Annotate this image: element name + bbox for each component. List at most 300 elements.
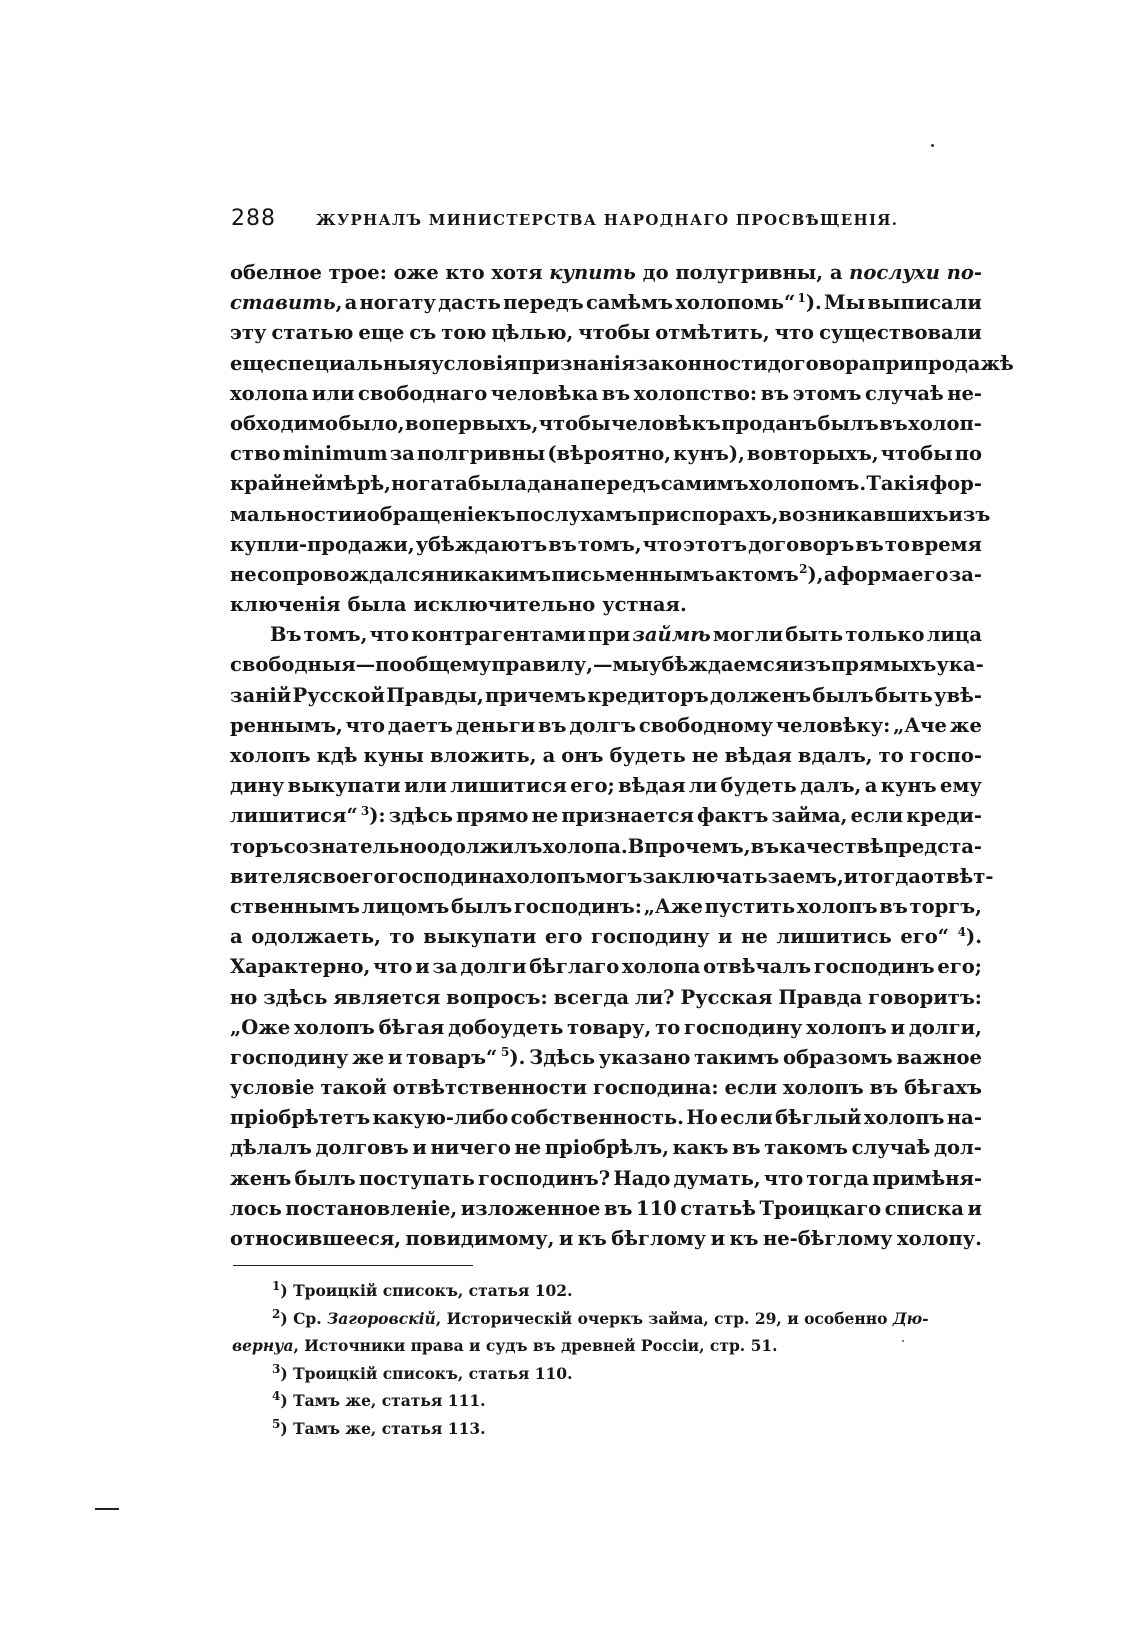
- word: здѣсь: [263, 985, 328, 1009]
- word: въ: [601, 381, 631, 405]
- word: форма: [836, 562, 911, 586]
- word: условія: [431, 351, 518, 375]
- word: въ: [750, 834, 780, 858]
- word: случаѣ: [864, 381, 944, 405]
- word: если: [850, 804, 904, 828]
- word: этомъ: [792, 381, 862, 405]
- word: что: [774, 321, 815, 345]
- text-line: [230, 741, 982, 771]
- word: а: [829, 261, 843, 284]
- word: что: [345, 713, 386, 737]
- word: холопъ: [863, 1106, 945, 1130]
- word: холопъ: [796, 894, 878, 918]
- word: куны: [363, 744, 424, 767]
- word: Такія: [866, 472, 930, 496]
- word: хотя: [491, 261, 543, 284]
- word: ука-: [936, 653, 984, 677]
- word: что: [763, 1166, 804, 1190]
- word: долговъ: [315, 1136, 409, 1160]
- text-line: [230, 1224, 982, 1254]
- word: свободнаго: [357, 381, 488, 405]
- word: 3):: [360, 803, 386, 828]
- word: далъ,: [800, 774, 862, 798]
- word: трое:: [328, 261, 387, 284]
- word: товаръ“: [406, 1045, 498, 1069]
- word: его: [545, 925, 583, 949]
- word: письменнымъ: [551, 562, 715, 586]
- word: Русской: [292, 683, 385, 707]
- word: Правды,: [386, 683, 484, 707]
- word: была: [467, 472, 527, 496]
- word: кунъ),: [673, 442, 745, 466]
- word: то: [655, 1015, 681, 1039]
- word: является: [333, 985, 441, 1009]
- word: случаѣ: [851, 1136, 931, 1160]
- word: ставить,: [230, 288, 342, 318]
- word: Мы: [824, 291, 866, 315]
- word: а: [864, 774, 878, 798]
- word: ственнымъ: [230, 894, 360, 918]
- word: лишитися“: [230, 804, 358, 828]
- word: передъ: [579, 472, 661, 496]
- word: еще: [230, 351, 276, 375]
- word: одолжаеть,: [251, 925, 381, 949]
- word: и: [967, 1196, 982, 1220]
- word: къ: [729, 1227, 759, 1250]
- word: относившееся,: [230, 1227, 402, 1250]
- word: креди-: [906, 804, 982, 828]
- word: и: [387, 1045, 403, 1069]
- page-header: [231, 206, 983, 240]
- word: быть: [874, 683, 933, 707]
- word: Надо: [613, 1166, 671, 1190]
- text-line: [230, 952, 982, 982]
- word: „Оже: [230, 1015, 291, 1039]
- word: такомъ: [764, 1136, 848, 1160]
- word: одолжилъ: [426, 834, 543, 858]
- word: какъ: [672, 1136, 729, 1160]
- word: крайней: [230, 472, 326, 496]
- word: бѣгая: [378, 1015, 445, 1039]
- word: то: [884, 532, 910, 556]
- word: собственность.: [510, 1106, 684, 1130]
- word: тогда: [858, 864, 921, 888]
- text-line: [230, 1073, 982, 1103]
- text-line: [230, 1043, 982, 1073]
- word: обелное: [230, 261, 322, 284]
- word: ничего: [430, 1136, 511, 1160]
- speck-mark: [931, 144, 934, 147]
- italic-text: Загоровскій: [327, 1308, 436, 1328]
- word: за: [389, 442, 415, 466]
- margin-mark: [95, 1508, 119, 1510]
- word: долги: [460, 955, 527, 979]
- word: по-: [946, 261, 982, 284]
- word: Правда: [778, 985, 863, 1009]
- word: что: [369, 623, 410, 647]
- word: торгъ,: [909, 894, 982, 918]
- word: а: [230, 925, 243, 949]
- word: до: [642, 261, 669, 284]
- footnote-mark: 4: [272, 1388, 281, 1403]
- word: въ: [538, 713, 567, 737]
- word: время: [911, 532, 982, 556]
- word: а: [542, 744, 556, 767]
- word: исключительно: [413, 593, 596, 617]
- word: и: [412, 1136, 427, 1160]
- word: и: [890, 1015, 906, 1039]
- word: и: [558, 1227, 574, 1250]
- word: отвѣтственности: [392, 1076, 587, 1100]
- word: Впрочемъ,: [627, 834, 751, 858]
- word: (вѣроятно,: [547, 442, 672, 466]
- word: законности: [635, 351, 768, 375]
- footnotes: [232, 1277, 984, 1442]
- word: Русская: [680, 985, 773, 1009]
- word: свободному: [638, 713, 774, 737]
- word: была: [347, 593, 407, 617]
- word: вопросъ:: [446, 985, 548, 1009]
- word: тогда: [806, 1166, 870, 1190]
- word: отвѣт-: [920, 864, 994, 888]
- word: образомъ: [783, 1045, 893, 1069]
- word: сопровождался: [257, 562, 435, 586]
- word: по: [954, 442, 982, 466]
- word: [549, 258, 636, 288]
- text-line: [230, 1013, 982, 1043]
- footnote-mark: 5: [272, 1416, 281, 1431]
- word: проданъ: [721, 411, 818, 435]
- text-line: [230, 983, 982, 1013]
- word: ногата: [391, 472, 468, 496]
- word: займа,: [771, 804, 848, 828]
- word: товару,: [567, 1015, 652, 1039]
- word: кредиторъ: [587, 683, 709, 707]
- word: правилу,—мы: [491, 653, 649, 677]
- word: холопомъ.: [748, 472, 867, 496]
- word: или: [404, 774, 447, 798]
- word: кдѣ: [316, 744, 358, 767]
- word: предста-: [883, 834, 982, 858]
- footnote: $^2$) Ср. Загоровскій, Историческій очеркъ займа, стр. 29, и особенно Дю-: [272, 1306, 929, 1328]
- text-line: [230, 650, 982, 680]
- word: торъ: [230, 834, 284, 858]
- word: вложить,: [429, 744, 537, 767]
- word: а: [344, 291, 358, 315]
- word: списка: [884, 1196, 964, 1220]
- word: своего: [310, 864, 387, 888]
- word: а: [823, 562, 837, 586]
- word: обходимо: [230, 411, 339, 435]
- word: оже: [393, 261, 439, 284]
- word: договоръ: [748, 532, 855, 556]
- running-title: ЖУРНАЛЪ МИНИСТЕРСТВА НАРОДНАГО ПРОСВѢЩЕНІЯ.: [316, 211, 899, 229]
- word: [632, 620, 710, 650]
- word: госпо-: [909, 744, 982, 767]
- text-line: [230, 349, 1014, 379]
- word: холопство:: [633, 381, 758, 405]
- word: статьѣ: [680, 1196, 756, 1220]
- word: свободныя—по: [230, 653, 403, 677]
- word: отмѣтить,: [655, 321, 770, 345]
- word: фор-: [929, 472, 982, 496]
- word: холопомь“: [675, 291, 796, 315]
- word: прямыхъ: [831, 653, 937, 677]
- word: лишитися: [450, 774, 567, 798]
- text-line: [230, 439, 982, 469]
- word: полгривны: [416, 442, 546, 466]
- word: не: [514, 1136, 542, 1160]
- word: могъ: [585, 864, 643, 888]
- word: мальности: [230, 502, 353, 526]
- word: общему: [402, 653, 492, 677]
- word: выкупати: [423, 925, 537, 949]
- word: 2),: [799, 562, 824, 586]
- word: будеть: [720, 774, 797, 798]
- word: выписали: [867, 291, 982, 315]
- word: не: [230, 562, 257, 586]
- word: прямо: [456, 804, 529, 828]
- word: ли?: [634, 985, 675, 1009]
- word: еще: [358, 321, 405, 345]
- text-line: [230, 862, 994, 892]
- italic-text: ставить: [230, 291, 336, 315]
- word: ключенія: [230, 593, 341, 617]
- word: что: [642, 532, 683, 556]
- word: холопъ: [806, 1015, 887, 1039]
- word: не-: [947, 381, 982, 405]
- word: холопъ: [294, 1015, 375, 1039]
- word: Въ: [270, 623, 302, 647]
- word: никакимъ: [435, 562, 552, 586]
- word: добоудеть: [448, 1015, 564, 1039]
- word: повидимому,: [405, 1227, 555, 1250]
- word: вѣдая: [724, 744, 792, 767]
- italic-text: купить: [549, 261, 636, 284]
- word: кто: [445, 261, 485, 284]
- word: признанія: [517, 351, 636, 375]
- word: сознательно: [283, 834, 427, 858]
- word: же: [949, 713, 982, 737]
- word: 110: [636, 1196, 677, 1220]
- italic-text: займѣ: [632, 623, 711, 647]
- word: въ: [869, 1076, 899, 1100]
- word: изложенное: [460, 1196, 601, 1220]
- word: кунъ: [880, 774, 937, 798]
- word: бѣглый: [775, 1106, 862, 1130]
- word: при: [871, 351, 914, 375]
- word: вовторыхъ,: [746, 442, 879, 466]
- word: господинъ:: [513, 894, 642, 918]
- body-text: [230, 258, 1014, 1254]
- footnote-separator: [233, 1265, 473, 1266]
- word: 5).: [501, 1045, 526, 1069]
- text-line: [230, 409, 982, 439]
- word: лицомъ: [361, 894, 450, 918]
- word: деньги: [455, 713, 536, 737]
- word: качествѣ: [779, 834, 884, 858]
- word: господинъ: [813, 955, 935, 979]
- word: заній: [230, 683, 292, 707]
- word: въ: [760, 381, 790, 405]
- word: всегда: [553, 985, 629, 1009]
- word: актомъ: [714, 562, 799, 586]
- word: лось: [230, 1196, 282, 1220]
- word: холопу.: [897, 1227, 982, 1250]
- word: въ: [855, 532, 884, 556]
- word: полугривны,: [675, 261, 824, 284]
- word: цѣлью,: [491, 321, 574, 345]
- word: холопъ: [504, 864, 586, 888]
- word: холопа.: [542, 834, 628, 858]
- word: думать,: [673, 1166, 761, 1190]
- word: не: [691, 744, 719, 767]
- text-line: [230, 1164, 982, 1194]
- footnote: $^5$) Тамъ же, статья 113.: [272, 1416, 486, 1438]
- text-line: [230, 590, 982, 620]
- word: Троицкаго: [759, 1196, 882, 1220]
- word: къ: [486, 502, 516, 526]
- word: былъ: [817, 411, 879, 435]
- text-line: [230, 469, 982, 499]
- footnote: $^3$) Троицкій списокъ, статья 110.: [272, 1361, 573, 1383]
- word: ногату: [359, 291, 436, 315]
- word: даетъ: [387, 713, 453, 737]
- word: и: [352, 502, 367, 526]
- word: minimum: [282, 442, 388, 466]
- word: въ: [879, 894, 908, 918]
- word: договора: [767, 351, 872, 375]
- word: или: [311, 381, 355, 405]
- word: холопа: [230, 381, 309, 405]
- word: дину: [230, 774, 285, 798]
- word: вѣдая: [618, 774, 686, 798]
- word: за-: [948, 562, 982, 586]
- word: существовали: [819, 321, 982, 345]
- word: не-бѣглому: [762, 1227, 893, 1250]
- word: вителя: [230, 864, 311, 888]
- word: лица: [926, 623, 982, 647]
- word: господина: [386, 864, 505, 888]
- text-line: [230, 379, 982, 409]
- word: признается: [561, 804, 694, 828]
- word: устная.: [602, 593, 687, 617]
- word: человѣка: [490, 381, 599, 405]
- word: при: [587, 623, 631, 647]
- word: и: [710, 1227, 726, 1250]
- word: послухи: [849, 261, 940, 284]
- word: увѣ-: [934, 683, 982, 707]
- word: его;: [570, 774, 615, 798]
- word: бѣглому: [611, 1227, 707, 1250]
- word: такимъ: [694, 1045, 780, 1069]
- word: спорахъ,: [679, 502, 779, 526]
- word: холопъ: [230, 744, 311, 767]
- word: отвѣчалъ: [703, 955, 812, 979]
- text-line: [230, 711, 982, 741]
- word: дѣлалъ: [230, 1136, 312, 1160]
- word: въ: [548, 532, 577, 556]
- word: долги,: [908, 1015, 982, 1039]
- word: былъ: [294, 1166, 356, 1190]
- word: къ: [577, 1227, 607, 1250]
- word: обращеніе: [366, 502, 487, 526]
- word: холоп-: [908, 411, 982, 435]
- word: быть: [785, 623, 844, 647]
- word: убѣждаютъ: [415, 532, 548, 556]
- word: чтобы: [538, 411, 611, 435]
- word: былъ: [812, 683, 874, 707]
- text-line: [230, 500, 991, 530]
- word: тою: [441, 321, 487, 345]
- footnote-mark: 3: [272, 1361, 281, 1376]
- word: человѣкъ: [611, 411, 721, 435]
- word: чтобы: [578, 321, 651, 345]
- word: дасть: [438, 291, 501, 315]
- word: бѣглаго: [529, 955, 620, 979]
- word: и: [843, 864, 859, 888]
- word: Здѣсь: [529, 1045, 596, 1069]
- word: за: [432, 955, 458, 979]
- word: томъ,: [577, 532, 642, 556]
- word: вопервыхъ,: [405, 411, 539, 435]
- text-line: [230, 801, 982, 831]
- word: господинъ?: [477, 1166, 611, 1190]
- word: условіе: [230, 1076, 315, 1100]
- word: холопъ: [783, 1076, 864, 1100]
- word: въ: [603, 1196, 633, 1220]
- word: его;: [937, 955, 982, 979]
- word: контрагентами: [411, 623, 586, 647]
- text-line: [230, 892, 982, 922]
- word: его“: [900, 925, 949, 949]
- word: бѣгахъ: [904, 1076, 982, 1100]
- italic-text: Дю-: [892, 1308, 929, 1328]
- word: этотъ: [683, 532, 748, 556]
- word: фактъ: [697, 804, 769, 828]
- word: пріобрѣтетъ: [230, 1106, 371, 1130]
- word: съ: [409, 321, 437, 345]
- word: какую-либо: [372, 1106, 509, 1130]
- word: послухамъ: [515, 502, 638, 526]
- word: передъ: [503, 291, 584, 315]
- text-line: [230, 530, 982, 560]
- word: причемъ: [485, 683, 587, 707]
- word: дол-: [934, 1136, 982, 1160]
- word: пустить: [704, 894, 796, 918]
- word: важное: [896, 1045, 982, 1069]
- word: статью: [271, 321, 354, 345]
- footnote: $^4$) Тамъ же, статья 111.: [272, 1388, 486, 1410]
- word: убѣждаемся: [648, 653, 790, 677]
- footnote: $^1$) Троицкій списокъ, статья 102.: [272, 1278, 573, 1300]
- word: господину: [230, 1045, 349, 1069]
- word: женъ: [230, 1166, 292, 1190]
- word: то: [878, 744, 904, 767]
- word: поступать: [358, 1166, 475, 1190]
- word: говоритъ:: [868, 985, 982, 1009]
- word: купли-продажи,: [230, 532, 415, 556]
- word: ему: [940, 774, 982, 798]
- word: господина:: [592, 1076, 719, 1100]
- word: томъ,: [303, 623, 368, 647]
- word: чтобы: [880, 442, 953, 466]
- text-line: [230, 681, 982, 711]
- word: вдалъ,: [797, 744, 873, 767]
- word: но: [230, 985, 258, 1009]
- word: что: [373, 955, 413, 979]
- word: лишитись: [776, 925, 892, 949]
